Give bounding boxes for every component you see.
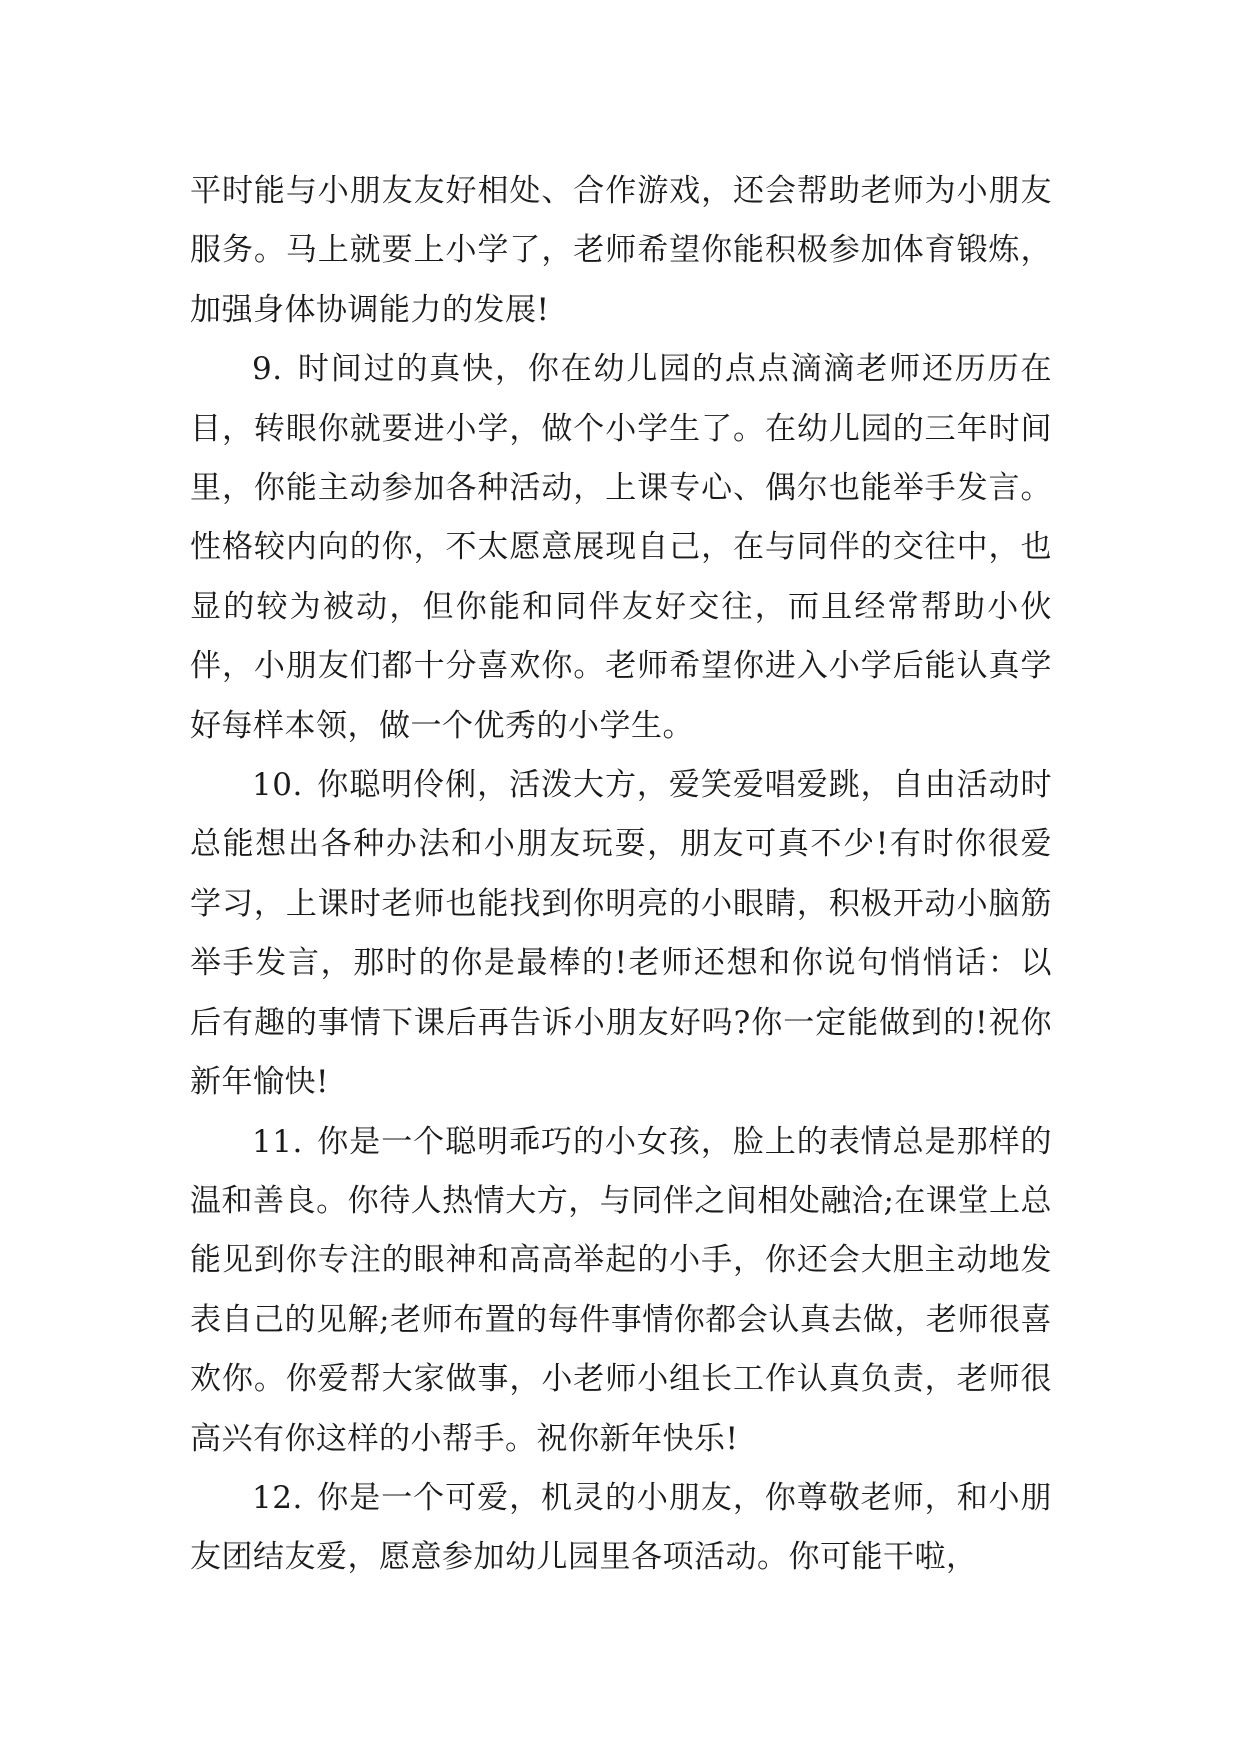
paragraph-12 [190,1469,1052,1588]
paragraph-number: 12. [252,1479,303,1516]
paragraph-text: 你是一个可爱，机灵的小朋友，你尊敬老师，和小朋友团结友爱，愿意参加幼儿园里各项活动。你可能干啦， [190,1479,1052,1576]
paragraph-continued [190,162,1052,340]
paragraph-11 [190,1113,1052,1469]
paragraph-10 [190,756,1052,1112]
paragraph-text: 时间过的真快，你在幼儿园的点点滴滴老师还历历在目，转眼你就要进小学，做个小学生了。在幼儿园的三年时间里，你能主动参加各种活动，上课专心、偶尔也能举手发言。性格较内向的你，不太愿意展现自己，在与同伴的交往中，也显的较为被动，但你能和同伴友好交往，而且经常帮助小伙伴，小朋友们都十分喜欢你。老师希望你进入小学后能认真学好每样本领，做一个优秀的小学生。 [190,351,1052,744]
paragraph-number: 10. [252,767,303,804]
paragraph-number: 9. [252,351,283,388]
paragraph-text: 平时能与小朋友友好相处、合作游戏，还会帮助老师为小朋友服务。马上就要上小学了，老师希望你能积极参加体育锻炼，加强身体协调能力的发展! [190,173,1052,328]
paragraph-number: 11. [252,1123,303,1160]
document-body [190,162,1052,1588]
paragraph-text: 你聪明伶俐，活泼大方，爱笑爱唱爱跳，自由活动时总能想出各种办法和小朋友玩耍，朋友可真不少!有时你很爱学习，上课时老师也能找到你明亮的小眼睛，积极开动小脑筋举手发言，那时的你是最棒的!老师还想和你说句悄悄话：以后有趣的事情下课后再告诉小朋友好吗?你一定能做到的!祝你新年愉快! [190,767,1052,1101]
paragraph-text: 你是一个聪明乖巧的小女孩，脸上的表情总是那样的温和善良。你待人热情大方，与同伴之间相处融洽;在课堂上总能见到你专注的眼神和高高举起的小手，你还会大胆主动地发表自己的见解;老师布置的每件事情你都会认真去做，老师很喜欢你。你爱帮大家做事，小老师小组长工作认真负责，老师很高兴有你这样的小帮手。祝你新年快乐! [190,1123,1052,1457]
paragraph-9 [190,340,1052,756]
